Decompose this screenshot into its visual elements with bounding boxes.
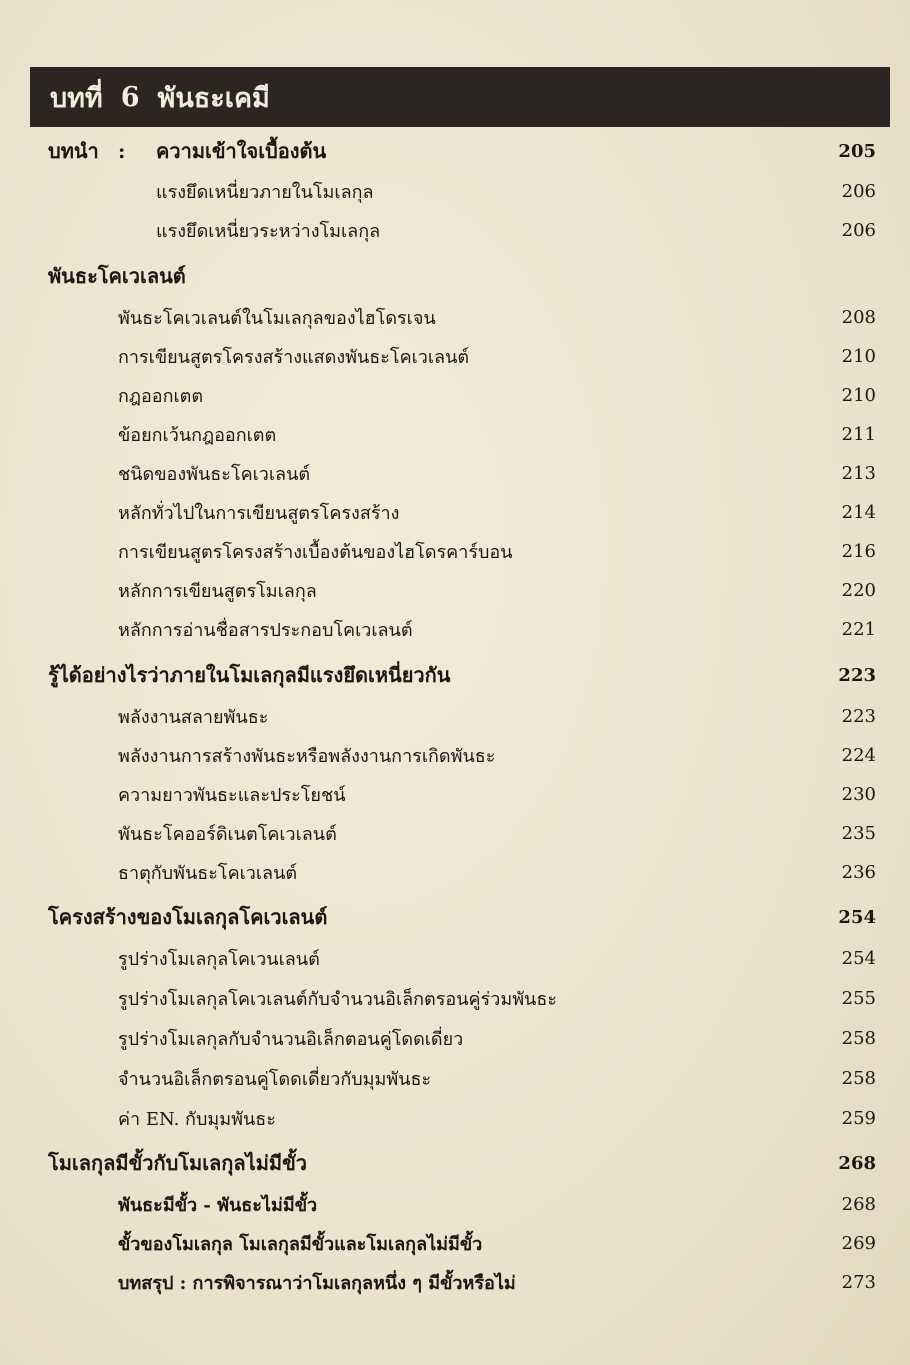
page-number: 220 <box>841 579 876 601</box>
page-number: 205 <box>838 140 876 162</box>
toc-entry <box>0 339 910 373</box>
chapter-title: พันธะเคมี <box>157 82 270 114</box>
page-number: 211 <box>841 423 876 445</box>
entry-label: หลักทั่วไปในการเขียนสูตรโครงสร้าง <box>118 502 400 524</box>
toc-entry <box>0 981 910 1015</box>
entry-label: การเขียนสูตรโครงสร้างเบื้องต้นของไฮโดรคาร์บอน <box>118 541 513 563</box>
entry-label: พันธะโคเวเลนต์ในโมเลกุลของไฮโดรเจน <box>118 307 436 329</box>
page-number: 223 <box>841 705 876 727</box>
page-number: 258 <box>841 1067 876 1089</box>
entry-label: ความยาวพันธะและประโยชน์ <box>118 784 346 806</box>
section-title: พันธะโคเวเลนต์ <box>48 264 186 288</box>
page-number: 214 <box>841 501 876 523</box>
page-number: 235 <box>841 822 876 844</box>
toc-entry <box>0 612 910 646</box>
toc-entry <box>0 378 910 412</box>
toc-entry <box>0 1101 910 1135</box>
page-number: 224 <box>841 744 876 766</box>
intro-colon: : <box>118 139 126 163</box>
page-number: 259 <box>841 1107 876 1129</box>
toc-entry <box>0 777 910 811</box>
page-number: 273 <box>841 1271 876 1293</box>
toc-entry <box>0 534 910 568</box>
toc-entry <box>0 495 910 529</box>
chapter-prefix: บทที่ <box>50 82 103 114</box>
toc-entry <box>0 1265 910 1299</box>
toc-section-heading <box>0 658 910 692</box>
page-number: 268 <box>838 1152 876 1174</box>
page-number: 210 <box>841 384 876 406</box>
entry-label: การเขียนสูตรโครงสร้างแสดงพันธะโคเวเลนต์ <box>118 346 470 368</box>
entry-label: ธาตุกับพันธะโคเวเลนต์ <box>118 862 298 884</box>
toc-entry <box>0 1021 910 1055</box>
intro-prefix: บทนำ <box>48 139 99 163</box>
chapter-number: 6 <box>120 81 140 113</box>
entry-label: ชนิดของพันธะโคเวเลนต์ <box>118 463 311 485</box>
entry-label: พันธะมีขั้ว - พันธะไม่มีขั้ว <box>118 1194 318 1216</box>
toc-entry <box>0 573 910 607</box>
toc-section-heading <box>0 1146 910 1180</box>
page-number: 230 <box>841 783 876 805</box>
page-number: 269 <box>841 1232 876 1254</box>
entry-label: หลักการอ่านชื่อสารประกอบโคเวเลนต์ <box>118 619 413 641</box>
entry-label: จำนวนอิเล็กตรอนคู่โดดเดี่ยวกับมุมพันธะ <box>118 1068 432 1090</box>
toc-section-heading <box>0 900 910 934</box>
section-title: โมเลกุลมีขั้วกับโมเลกุลไม่มีขั้ว <box>48 1151 307 1175</box>
entry-label: รูปร่างโมเลกุลโคเวเลนต์กับจำนวนอิเล็กตรอนคู่ร่วมพันธะ <box>118 988 558 1010</box>
page-number: 258 <box>841 1027 876 1049</box>
section-title: รู้ได้อย่างไรว่าภายในโมเลกุลมีแรงยึดเหนี่ยวกัน <box>48 663 451 687</box>
entry-label: บทสรุป : การพิจารณาว่าโมเลกุลหนึ่ง ๆ มีขั้วหรือไม่ <box>118 1272 516 1294</box>
toc-entry <box>0 456 910 490</box>
section-title: โครงสร้างของโมเลกุลโคเวเลนต์ <box>48 905 328 929</box>
entry-label: แรงยึดเหนี่ยวระหว่างโมเลกุล <box>156 220 381 242</box>
entry-label: ค่า EN. กับมุมพันธะ <box>118 1108 276 1130</box>
page-number: 254 <box>841 947 876 969</box>
entry-label: แรงยึดเหนี่ยวภายในโมเลกุล <box>156 181 374 203</box>
toc-entry <box>0 1226 910 1260</box>
entry-label: พันธะโคออร์ดิเนตโคเวเลนต์ <box>118 823 337 845</box>
page-number: 216 <box>841 540 876 562</box>
toc-entry <box>0 1061 910 1095</box>
toc-entry <box>0 941 910 975</box>
toc-entry <box>0 417 910 451</box>
page-number: 268 <box>841 1193 876 1215</box>
entry-label: ข้อยกเว้นกฎออกเตต <box>118 424 277 446</box>
entry-label: รูปร่างโมเลกุลกับจำนวนอิเล็กตอนคู่โดดเดี่ยว <box>118 1028 464 1050</box>
entry-label: กฎออกเตต <box>118 385 204 407</box>
toc-entry <box>0 213 910 247</box>
page-number: 223 <box>838 664 876 686</box>
toc-intro-heading <box>0 134 910 168</box>
page-number: 255 <box>841 987 876 1009</box>
intro-title: ความเข้าใจเบื้องต้น <box>156 139 327 163</box>
entry-label: พลังงานสลายพันธะ <box>118 706 269 728</box>
toc-entry <box>0 816 910 850</box>
page-number: 208 <box>841 306 876 328</box>
page-number: 254 <box>838 906 876 928</box>
entry-label: หลักการเขียนสูตรโมเลกุล <box>118 580 317 602</box>
entry-label: รูปร่างโมเลกุลโคเวนเลนต์ <box>118 948 320 970</box>
page-number: 236 <box>841 861 876 883</box>
page-number: 206 <box>841 180 876 202</box>
toc-entry <box>0 1187 910 1221</box>
toc-entry <box>0 855 910 889</box>
toc-entry <box>0 300 910 334</box>
toc-entry <box>0 738 910 772</box>
toc-entry <box>0 174 910 208</box>
entry-label: ขั้วของโมเลกุล โมเลกุลมีขั้วและโมเลกุลไม่มีขั้ว <box>118 1233 483 1255</box>
page-number: 213 <box>841 462 876 484</box>
page-number: 210 <box>841 345 876 367</box>
entry-label: พลังงานการสร้างพันธะหรือพลังงานการเกิดพันธะ <box>118 745 496 767</box>
toc-entry <box>0 699 910 733</box>
page-number: 221 <box>841 618 876 640</box>
page-number: 206 <box>841 219 876 241</box>
toc-section-heading <box>0 259 910 293</box>
